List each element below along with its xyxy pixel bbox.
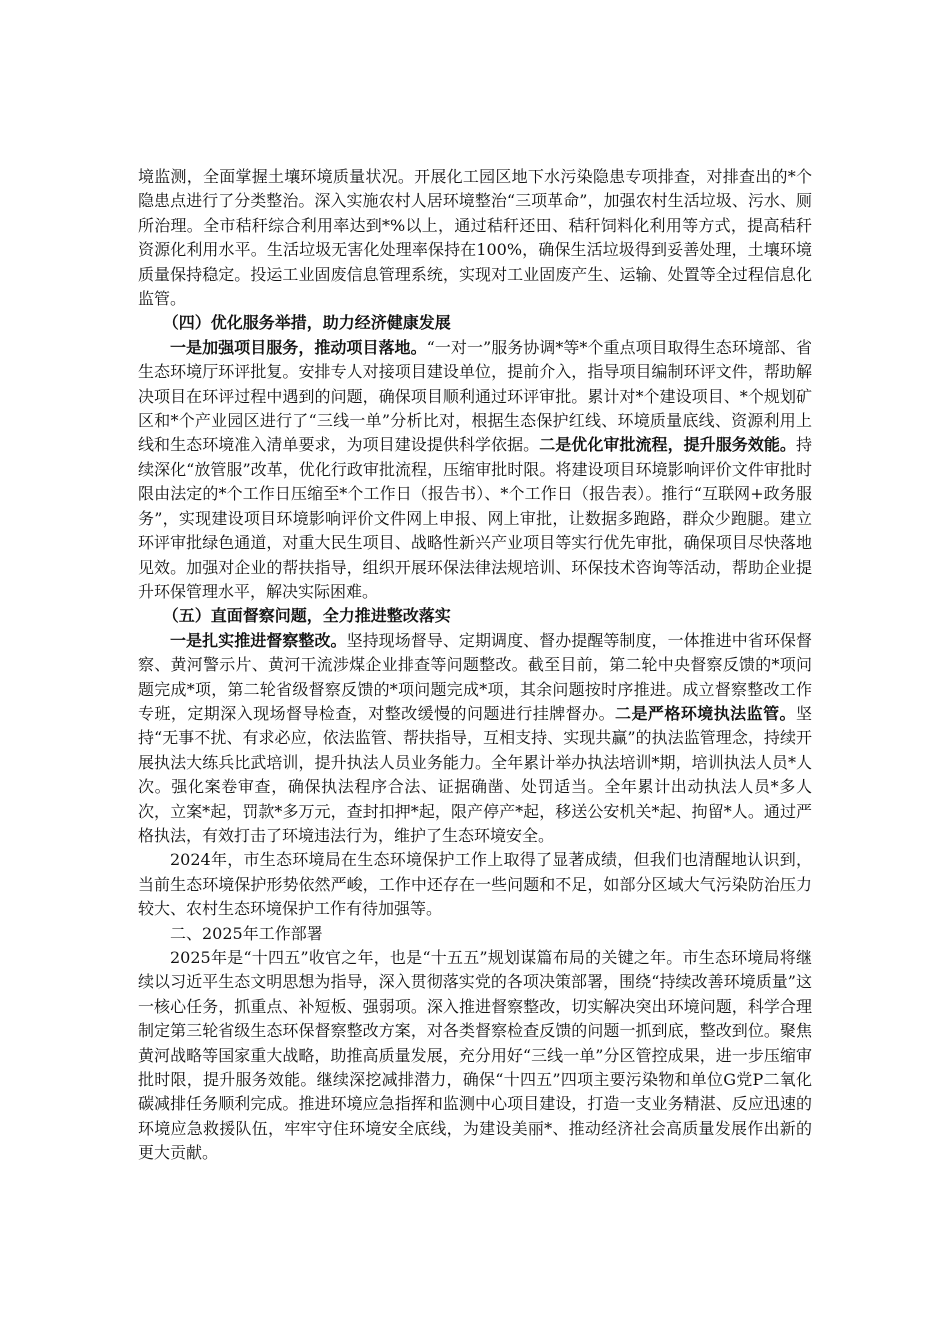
text-approval-process: 持续深化“放管服”改革，优化行政审批流程，压缩审批时限。将建设项目环境影响评价文件审批时限由法定的*个工作日压缩至*个工作日（报告书）、*个工作日（报告表）。推行“互联网+政务服务”，实现建设项目环境影响评价文件网上申报、网上审批，让数据多跑路，群众少跑腿。建立环评审批绿色通道，对重大民生项目、战略性新兴产业项目等实行优先审批，确保项目尽快落地见效。加强对企业的帮扶指导，组织开展环保法律法规培训、环保技术咨询等活动，帮助企业提升环保管理水平，解决实际困难。 — [138, 435, 812, 601]
text-project-service: “一对一”服务协调*等*个重点项目取得生态环境部、省生态环境厅环评批复。安排专人对接项目建设单位，提前介入，指导项目编制环评文件，帮助解决项目在环评过程中遇到的问题，确保项目顺利通过环评审批。累计对*个建设项目、*个规划矿区和*个产业园区进行了“三线一单”分析比对，根据生态保护红线、环境质量底线、资源利用上线和生态环境准入清单要求，为项目建设提供科学依据。 — [138, 337, 812, 455]
lead-project-service: 一是加强项目服务，推动项目落地。 — [170, 337, 427, 357]
heading-section-4: （四）优化服务举措，助力经济健康发展 — [162, 313, 451, 333]
text-law-enforcement: 坚持“无事不扰、有求必应，依法监管、帮扶指导，互相支持、实现共赢”的执法监管理念，持续开展执法大练兵比武培训，提升执法人员业务能力。全年累计举办执法培训*期，培训执法人员*人次。强化案卷审查，确保执法程序合法、证据确凿、处罚适当。全年累计出动执法人员*多人次，立案*起，罚款*多万元，查封扣押*起，限产停产*起，移送公安机关*起、拘留*人。通过严格执法，有效打击了环境违法行为，维护了生态环境安全。 — [138, 703, 812, 845]
heading-section-5: （五）直面督察问题，全力推进整改落实 — [162, 606, 451, 626]
paragraph-2024-summary: 2024年，市生态环境局在生态环境保护工作上取得了显著成绩，但我们也清醒地认识到，当前生态环境保护形势依然严峻，工作中还存在一些问题和不足，如部分区域大气污染防治压力较大、农村生态环境保护工作有待加强等。 — [138, 850, 812, 919]
document-body — [138, 165, 812, 1166]
paragraph-soil-monitoring: 境监测，全面掌握土壤环境质量状况。开展化工园区地下水污染隐患专项排查，对排查出的*个隐患点进行了分类整治。深入实施农村人居环境整治“三项革命”，加强农村生活垃圾、污水、厕所治理。全市秸秆综合利用率达到*%以上，通过秸秆还田、秸秆饲料化利用等方式，提高秸秆资源化利用水平。生活垃圾无害化处理率保持在100%，确保生活垃圾得到妥善处理，土壤环境质量保持稳定。投运工业固废信息管理系统，实现对工业固废产生、运输、处置等全过程信息化监管。 — [138, 167, 812, 309]
paragraph-service-measures — [138, 336, 812, 604]
lead-law-enforcement: 二是严格环境执法监管。 — [615, 703, 796, 723]
paragraph-inspection-rectification — [138, 629, 812, 849]
heading-2025-plan: 二、2025年工作部署 — [170, 923, 323, 943]
paragraph-2025-plan: 2025年是“十四五”收官之年，也是“十五五”规划谋篇布局的关键之年。市生态环境局将继续以习近平生态文明思想为指导，深入贯彻落实党的各项决策部署，围绕“持续改善环境质量”这一核心任务，抓重点、补短板、强弱项。深入推进督察整改，切实解决突出环境问题，科学合理制定第三轮省级生态环保督察整改方案，对各类督察检查反馈的问题一抓到底，整改到位。聚焦黄河战略等国家重大战略，助推高质量发展，充分用好“三线一单”分区管控成果，进一步压缩审批时限，提升服务效能。继续深挖减排潜力，确保“十四五”四项主要污染物和单位G党P二氧化碳减排任务顺利完成。推进环境应急指挥和监测中心项目建设，打造一支业务精湛、反应迅速的环境应急救援队伍，牢牢守住环境安全底线，为建设美丽*、推动经济社会高质量发展作出新的更大贡献。 — [138, 948, 812, 1163]
lead-approval-process: 二是优化审批流程，提升服务效能。 — [539, 435, 796, 455]
text-inspection-rectification: 坚持现场督导、定期调度、督办提醒等制度，一体推进中省环保督察、黄河警示片、黄河干流涉煤企业排查等问题整改。截至目前，第二轮中央督察反馈的*项问题完成*项，第二轮省级督察反馈的*项问题完成*项，其余问题按时序推进。成立督察整改工作专班，定期深入现场督导检查，对整改缓慢的问题进行挂牌督办。 — [138, 630, 812, 723]
lead-inspection-rectification: 一是扎实推进督察整改。 — [170, 630, 347, 650]
